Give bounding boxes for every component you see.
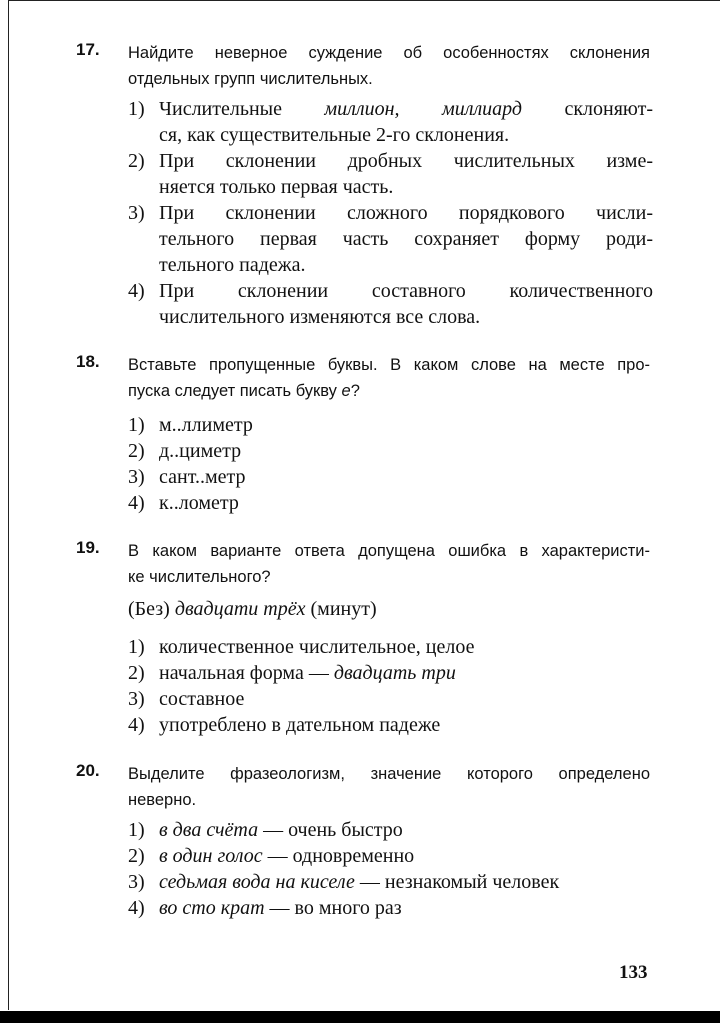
prompt-line: Вставьте пропущенные буквы. В каком слове на месте про- — [128, 356, 650, 374]
option-text: составное — [159, 688, 245, 710]
answer-option[interactable] — [128, 869, 653, 895]
option-text: в два счёта — очень быстро — [159, 819, 403, 841]
option-number: 4) — [128, 280, 145, 302]
prompt-line: В каком варианте ответа допущена ошибка в характеристи- — [128, 542, 650, 560]
prompt-line: Выделите фразеологизм, значение которого определено — [128, 765, 650, 783]
option-text-line: числительного изменяются все слова. — [159, 306, 481, 328]
question-prompt — [128, 761, 650, 813]
prompt-line: неверно. — [128, 791, 197, 809]
option-text-line: ся, как существительные 2-го склонения. — [159, 124, 510, 146]
page-number: 133 — [619, 962, 648, 983]
option-number: 1) — [128, 819, 145, 841]
option-text: начальная форма — двадцать три — [159, 662, 456, 684]
answer-option[interactable] — [128, 412, 653, 438]
answer-option[interactable] — [128, 686, 653, 712]
prompt-line: ке числительного? — [128, 568, 271, 586]
answer-option[interactable] — [128, 817, 653, 843]
option-number: 1) — [128, 98, 145, 120]
option-number: 2) — [128, 662, 145, 684]
answer-option[interactable] — [128, 712, 653, 738]
question-number: 18. — [76, 352, 100, 371]
option-text-line: При склонении составного количественного — [159, 280, 653, 302]
answer-options — [128, 96, 653, 330]
page-frame-left — [8, 0, 9, 1010]
option-number: 3) — [128, 871, 145, 893]
option-number: 3) — [128, 466, 145, 488]
option-text: к..лометр — [159, 492, 239, 514]
option-text: сант..метр — [159, 466, 246, 488]
option-number: 3) — [128, 202, 145, 224]
option-number: 1) — [128, 414, 145, 436]
option-text: седьмая вода на киселе — незнакомый человек — [159, 871, 560, 893]
option-number: 4) — [128, 897, 145, 919]
option-text-line: При склонении дробных числительных изме- — [159, 150, 653, 172]
answer-option[interactable] — [128, 200, 653, 278]
question-prompt — [128, 538, 650, 590]
prompt-line: Найдите неверное суждение об особенностях склонения — [128, 44, 650, 62]
option-text-line: няется только первая часть. — [159, 176, 394, 198]
question-prompt — [128, 40, 650, 92]
answer-options — [128, 634, 653, 738]
question-prompt — [128, 352, 650, 404]
page-frame-bottom — [0, 1011, 720, 1023]
option-text-line: При склонении сложного порядкового числи- — [159, 202, 653, 224]
option-text: в один голос — одновременно — [159, 845, 415, 867]
option-text-line: тельного падежа. — [159, 254, 306, 276]
page-frame-top — [8, 0, 720, 1]
answer-option[interactable] — [128, 490, 653, 516]
option-number: 4) — [128, 492, 145, 514]
question-number: 17. — [76, 40, 100, 59]
answer-option[interactable] — [128, 660, 653, 686]
answer-option[interactable] — [128, 96, 653, 148]
option-text: м..ллиметр — [159, 414, 253, 436]
answer-options — [128, 412, 653, 516]
option-number: 3) — [128, 688, 145, 710]
option-text: количественное числительное, целое — [159, 636, 475, 658]
answer-option[interactable] — [128, 148, 653, 200]
option-number: 2) — [128, 845, 145, 867]
answer-option[interactable] — [128, 895, 653, 921]
option-text-line: Числительные миллион, миллиард склоняют- — [159, 98, 654, 120]
option-text-line: тельного первая часть сохраняет форму роди- — [159, 228, 653, 250]
example-phrase: (Без) двадцати трёх (минут) — [128, 598, 377, 620]
prompt-line: отдельных групп числительных. — [128, 70, 373, 88]
option-text: употреблено в дательном падеже — [159, 714, 441, 736]
option-text: во сто крат — во много раз — [159, 897, 402, 919]
question-number: 20. — [76, 761, 100, 780]
answer-option[interactable] — [128, 278, 653, 330]
option-text: д..циметр — [159, 440, 242, 462]
answer-option[interactable] — [128, 843, 653, 869]
answer-options — [128, 817, 653, 921]
prompt-line: пуска следует писать букву е? — [128, 382, 360, 400]
option-number: 4) — [128, 714, 145, 736]
answer-option[interactable] — [128, 464, 653, 490]
option-number: 2) — [128, 150, 145, 172]
question-number: 19. — [76, 538, 100, 557]
answer-option[interactable] — [128, 634, 653, 660]
answer-option[interactable] — [128, 438, 653, 464]
option-number: 1) — [128, 636, 145, 658]
option-number: 2) — [128, 440, 145, 462]
